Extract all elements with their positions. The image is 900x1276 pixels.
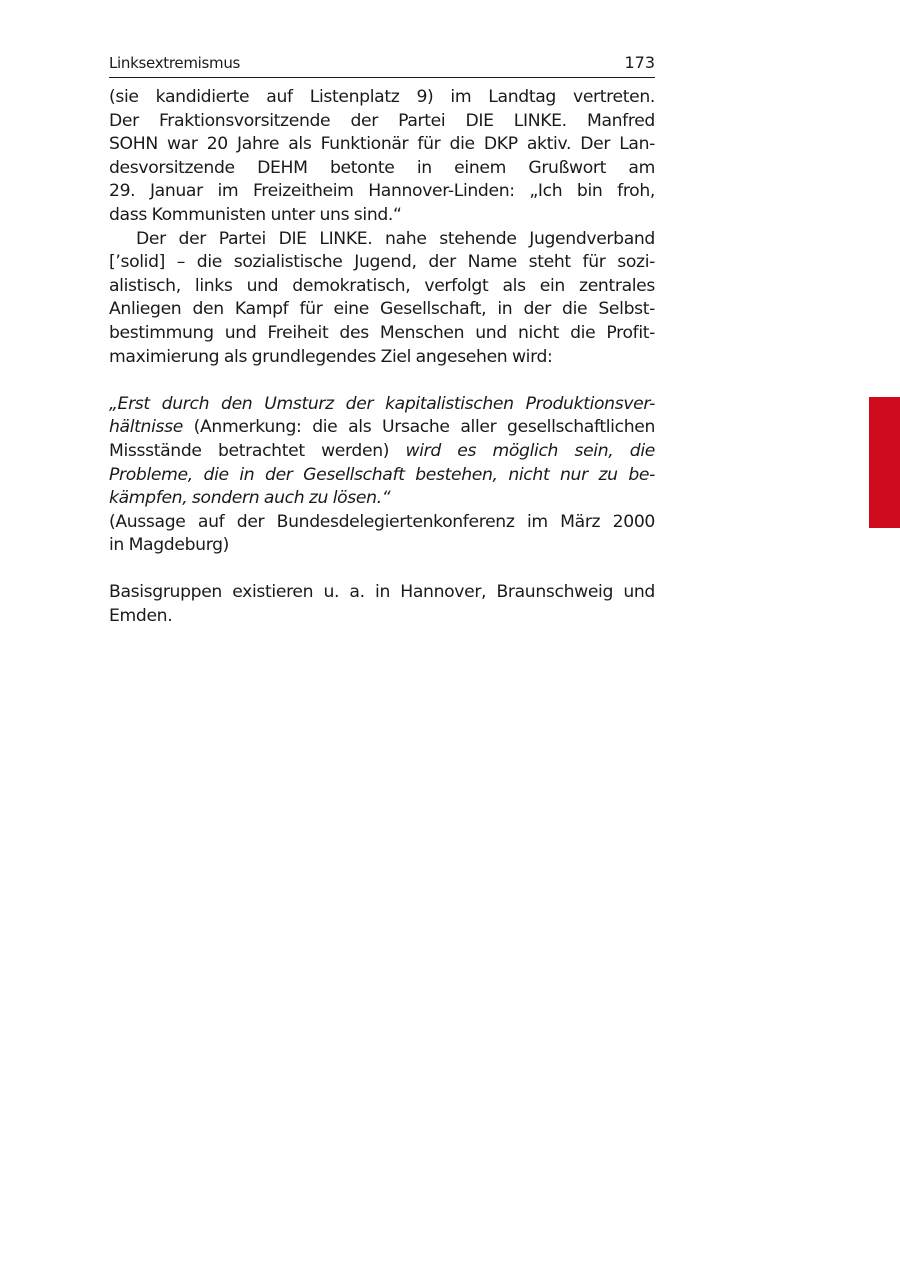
text-line: SOHN war 20 Jahre als Funktionär für die DKP aktiv. Der Lan- xyxy=(109,134,655,155)
chapter-thumb-tab xyxy=(869,397,900,528)
text-line: Anliegen den Kampf für eine Gesellschaft, in der die Selbst- xyxy=(109,299,655,320)
text-line: 29. Januar im Freizeitheim Hannover-Linden: „Ich bin froh, xyxy=(109,181,655,202)
quote-annotation: (Anmerkung: die als Ursache aller gesellschaftlichen xyxy=(182,417,655,438)
text-line: (sie kandidierte auf Listenplatz 9) im Landtag vertreten. xyxy=(109,87,655,107)
quote-italic: Probleme, die in der Gesellschaft bestehen, nicht nur zu be- xyxy=(109,464,655,485)
quote-line xyxy=(109,464,655,488)
paragraph-jugendverband xyxy=(109,228,655,370)
quote-line xyxy=(109,440,655,464)
quote-italic: „Erst durch den Umsturz der kapitalistischen Produktionsver- xyxy=(109,393,655,414)
text-line: [’solid] – die sozialistische Jugend, der Name steht für sozi- xyxy=(109,252,655,273)
quote-italic: kämpfen, sondern auch zu lösen.“ xyxy=(109,488,391,509)
quote-line xyxy=(109,487,655,511)
text-line: desvorsitzende DEHM betonte in einem Grußwort am xyxy=(109,157,655,178)
paragraph-landtag xyxy=(109,86,655,228)
paragraph-spacer xyxy=(109,369,655,393)
quote-line xyxy=(109,416,655,440)
quote-italic: hältnisse xyxy=(109,417,183,438)
text-line: Der der Partei DIE LINKE. nahe stehende Jugendverband xyxy=(136,228,655,249)
paragraph-basisgruppen xyxy=(109,581,655,628)
quote-block xyxy=(109,393,655,558)
quote-source: in Magdeburg) xyxy=(109,535,230,556)
quote-source: (Aussage auf der Bundesdelegiertenkonferenz im März 2000 xyxy=(109,511,655,532)
running-title: Linksextremismus xyxy=(109,54,241,72)
quote-italic: wird es möglich sein, die xyxy=(405,440,655,461)
text-line: Emden. xyxy=(109,606,173,627)
quote-annotation: Missstände betrachtet werden) xyxy=(109,440,406,461)
page-header xyxy=(109,52,655,78)
quote-line xyxy=(109,393,655,417)
text-line: alistisch, links und demokratisch, verfolgt als ein zentrales xyxy=(109,275,655,296)
text-line: maximierung als grundlegendes Ziel angesehen wird: xyxy=(109,346,553,367)
text-line: Der Fraktionsvorsitzende der Partei DIE LINKE. Manfred xyxy=(109,110,655,131)
text-line: Basisgruppen existieren u. a. in Hannover, Braunschweig und xyxy=(109,582,655,603)
text-line: bestimmung und Freiheit des Menschen und nicht die Profit- xyxy=(109,322,655,343)
paragraph-spacer xyxy=(109,558,655,582)
text-line: dass Kommunisten unter uns sind.“ xyxy=(109,204,402,225)
page-number: 173 xyxy=(624,53,655,72)
body-text xyxy=(109,86,655,629)
